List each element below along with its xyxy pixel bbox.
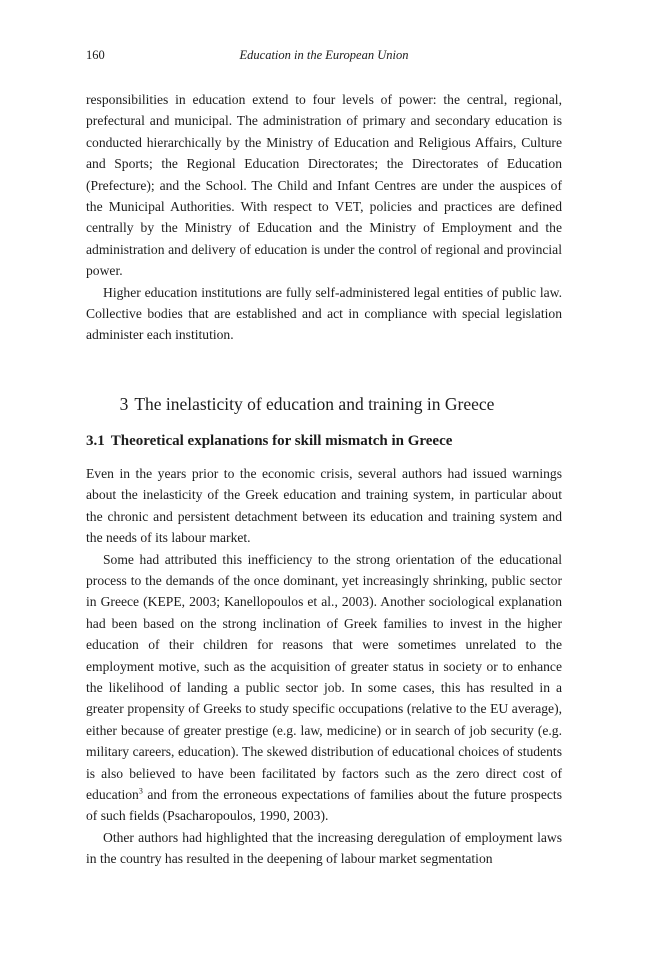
paragraph-explanations: [86, 549, 562, 827]
body-text: [86, 89, 562, 870]
subsection-heading: [86, 430, 562, 452]
subsection-number: 3.1: [86, 432, 105, 449]
paragraph-higher-education: Higher education institutions are fully self-administered legal entities of public law. Collective bodies that are established and act in compliance with special legislation administer each institution.: [86, 284, 562, 343]
section-title: The inelasticity of education and training in Greece: [134, 393, 495, 414]
paragraph-explanations-text: Some had attributed this inefficiency to the strong orientation of the educational process to the demands of the once dominant, yet increasingly shrinking, public sector in Greece (KEPE, 2003; Kanellopoulos et al., 2003). Another sociological explanation had been based on the strong inclination of Greek families to invest in the higher education of their children for reasons that were sometimes unrelated to the employment motive, such as the acquisition of greater status in society or to enhance the likelihood of landing a public sector job. In some cases, this has resulted in a greater propensity of Greeks to study specific occupations (relative to the EU average), either because of greater prestige (e.g. law, medicine) or in search of job security (e.g. military careers, education). The skewed distribution of educational choices of students is also believed to have been facilitated by factors such as the zero direct cost of education: [86, 551, 562, 802]
section-heading: [86, 392, 562, 416]
subsection-title: Theoretical explanations for skill mismatch in Greece: [110, 432, 453, 449]
book-page: [86, 0, 562, 975]
running-header: [86, 46, 562, 64]
page-number: 160: [86, 48, 105, 62]
footnote-reference[interactable]: 3: [138, 786, 143, 796]
running-title: Education in the European Union: [239, 48, 409, 62]
paragraph-deregulation: Other authors had highlighted that the increasing deregulation of employment laws in the country has resulted in the deepening of labour market segmentation: [86, 829, 562, 867]
paragraph-explanations-text-end: and from the erroneous expectations of families about the future prospects of such fields (Psacharopoulos, 1990, 2003).: [86, 786, 562, 824]
paragraph-inelasticity: Even in the years prior to the economic crisis, several authors had issued warnings about the inelasticity of the Greek education and training system, in particular about the chronic and persistent detachment between its education and training system and the needs of its labour market.: [86, 465, 562, 546]
paragraph-continued: responsibilities in education extend to four levels of power: the central, regional, prefectural and municipal. The administration of primary and secondary education is conducted hierarchically by the Ministry of Education and Religious Affairs, Culture and Sports; the Regional Education Directorates; the Directorates of Education (Prefecture); and the School. The Child and Infant Centres are under the auspices of the Municipal Authorities. With respect to VET, policies and practices are defined centrally by the Ministry of Education and the Ministry of Employment and the administration and delivery of education is under the control of regional and provincial power.: [86, 92, 562, 279]
section-number: 3: [119, 393, 129, 414]
